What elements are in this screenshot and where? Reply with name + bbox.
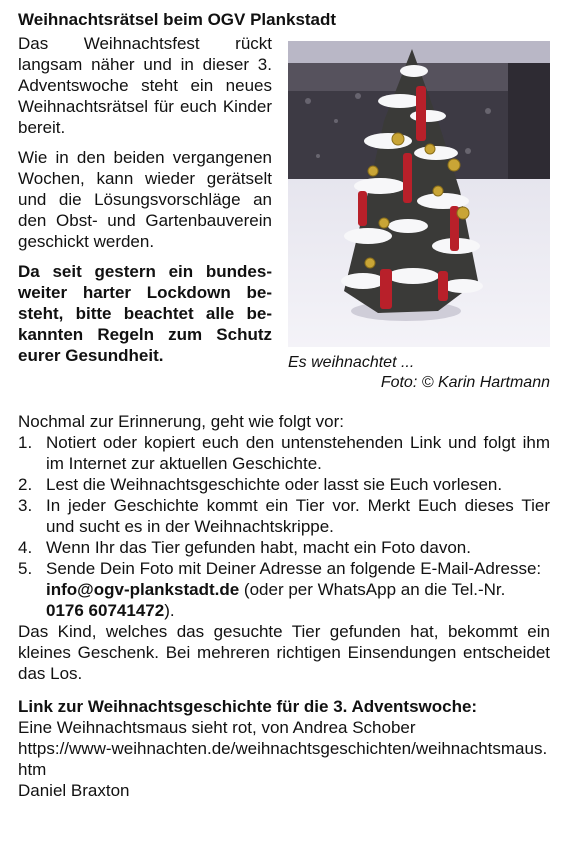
list-item: 5. Sende Dein Foto mit Deiner Adresse an folgende E-Mail-Adresse: info@ogv-plankstadt.de (oder per WhatsApp an die Tel.-Nr. 0176 60741472). bbox=[18, 559, 542, 620]
author-name: Daniel Braxton bbox=[18, 781, 130, 800]
christmas-tree-photo bbox=[288, 41, 550, 347]
instructions-section bbox=[18, 411, 550, 801]
story-link[interactable]: https://www-weihnachten.de/weihnachtsgeschichten/weihnachtsmaus.htm bbox=[18, 739, 548, 779]
intro-section bbox=[18, 33, 550, 411]
riddle-paragraph: Wie in den beiden vergangenen Wochen, kann wieder gerätselt und die Lösungsvorschläge an den Obst- und Gartenbauverein geschickt werden. bbox=[18, 148, 272, 251]
photo-credit: Foto: © Karin Hartmann bbox=[380, 374, 550, 391]
whatsapp-note: (oder per WhatsApp an die Tel.-Nr. bbox=[239, 580, 506, 599]
list-item: 3. In jeder Geschichte kommt ein Tier vor. Merkt Euch dieses Tier und sucht es in der Weihnachtskrippe. bbox=[18, 496, 550, 536]
steps-list bbox=[18, 432, 550, 621]
link-heading: Link zur Weihnachtsgeschichte für die 3. Adventswoche: bbox=[18, 697, 478, 716]
phone-number[interactable]: 0176 60741472 bbox=[46, 601, 165, 620]
article-title: Weihnachtsrätsel beim OGV Plankstadt bbox=[18, 10, 337, 29]
email-address[interactable]: info@ogv-plankstadt.de bbox=[46, 580, 240, 599]
list-item: 4. Wenn Ihr das Tier gefunden habt, macht ein Foto davon. bbox=[18, 538, 471, 557]
list-item: 1. Notiert oder kopiert euch den untenstehenden Link und folgt ihm im Internet zur aktuellen Geschichte. bbox=[18, 433, 550, 473]
reminder-text: Nochmal zur Erinnerung, geht wie folgt vor: bbox=[18, 412, 344, 431]
intro-paragraph: Das Weihnachtsfest rückt langsam näher und in dieser 3. Adventswoche steht ein neues Weihnachtsrätsel für euch Kinder bereit. bbox=[18, 34, 272, 137]
list-item: 2. Lest die Weihnachtsgeschichte oder lasst sie Euch vorlesen. bbox=[18, 475, 503, 494]
lockdown-notice: Da seit gestern ein bundesweiter harter Lockdown besteht, bitte beachtet alle bekannten Regeln zum Schutz eurer Gesundheit. bbox=[18, 262, 272, 365]
caption-text: Es weihnachtet ... bbox=[288, 354, 415, 371]
article bbox=[18, 10, 550, 801]
intro-text bbox=[18, 33, 272, 375]
story-title: Eine Weihnachtsmaus sieht rot, von Andrea Schober bbox=[18, 718, 416, 737]
prize-text: Das Kind, welches das gesuchte Tier gefunden hat, bekommt ein kleines Geschenk. Bei mehreren richtigen Einsendungen entscheidet das Los. bbox=[18, 622, 550, 683]
snowy-tree-image bbox=[288, 41, 550, 347]
photo-caption bbox=[288, 353, 550, 393]
